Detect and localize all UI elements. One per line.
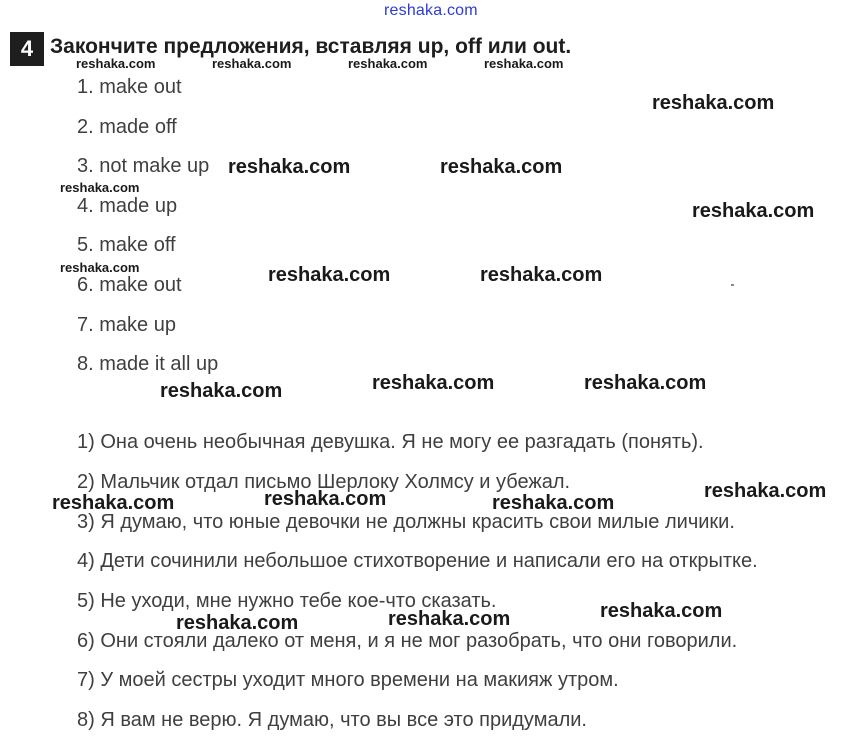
- watermark: reshaka.com: [492, 492, 615, 514]
- stray-dot: [731, 284, 734, 286]
- watermark: reshaka.com: [212, 56, 292, 71]
- translation-item: 8) Я вам не верю. Я думаю, что вы все это придумали.: [77, 709, 587, 731]
- top-watermark: reshaka.com: [384, 2, 478, 19]
- answer-item: 2. made off: [77, 116, 177, 138]
- answer-item: 3. not make up: [77, 155, 210, 177]
- watermark: reshaka.com: [228, 156, 351, 178]
- answer-item: 8. made it all up: [77, 353, 219, 375]
- translation-item: 5) Не уходи, мне нужно тебе кое-что сказать.: [77, 590, 497, 612]
- watermark: reshaka.com: [76, 56, 156, 71]
- exercise-title: Закончите предложения, вставляя up, off или out.: [50, 35, 572, 58]
- watermark: reshaka.com: [176, 612, 299, 634]
- translation-item: 3) Я думаю, что юные девочки не должны красить свои милые личики.: [77, 511, 735, 533]
- watermark: reshaka.com: [60, 260, 140, 275]
- watermark: reshaka.com: [584, 372, 707, 394]
- watermark: reshaka.com: [268, 264, 391, 286]
- watermark: reshaka.com: [440, 156, 563, 178]
- watermark: reshaka.com: [480, 264, 603, 286]
- answer-item: 1. make out: [77, 76, 182, 98]
- watermark: reshaka.com: [484, 56, 564, 71]
- watermark: reshaka.com: [348, 56, 428, 71]
- watermark: reshaka.com: [52, 492, 175, 514]
- answer-item: 7. make up: [77, 314, 176, 336]
- watermark: reshaka.com: [692, 200, 815, 222]
- watermark: reshaka.com: [372, 372, 495, 394]
- translation-item: 2) Мальчик отдал письмо Шерлоку Холмсу и убежал.: [77, 471, 571, 493]
- translation-item: 7) У моей сестры уходит много времени на макияж утром.: [77, 669, 619, 691]
- watermark: reshaka.com: [704, 480, 827, 502]
- watermark: reshaka.com: [388, 608, 511, 630]
- answer-item: 4. made up: [77, 195, 178, 217]
- watermark: reshaka.com: [264, 488, 387, 510]
- answer-item: 5. make off: [77, 234, 176, 256]
- translation-item: 6) Они стояли далеко от меня, и я не мог разобрать, что они говорили.: [77, 630, 738, 652]
- watermark: reshaka.com: [160, 380, 283, 402]
- translation-item: 1) Она очень необычная девушка. Я не могу ее разгадать (понять).: [77, 431, 704, 453]
- answer-item: 6. make out: [77, 274, 182, 296]
- exercise-number-badge: 4: [10, 32, 44, 66]
- watermark: reshaka.com: [652, 92, 775, 114]
- watermark: reshaka.com: [600, 600, 723, 622]
- watermark: reshaka.com: [60, 180, 140, 195]
- translation-item: 4) Дети сочинили небольшое стихотворение и написали его на открытке.: [77, 550, 758, 572]
